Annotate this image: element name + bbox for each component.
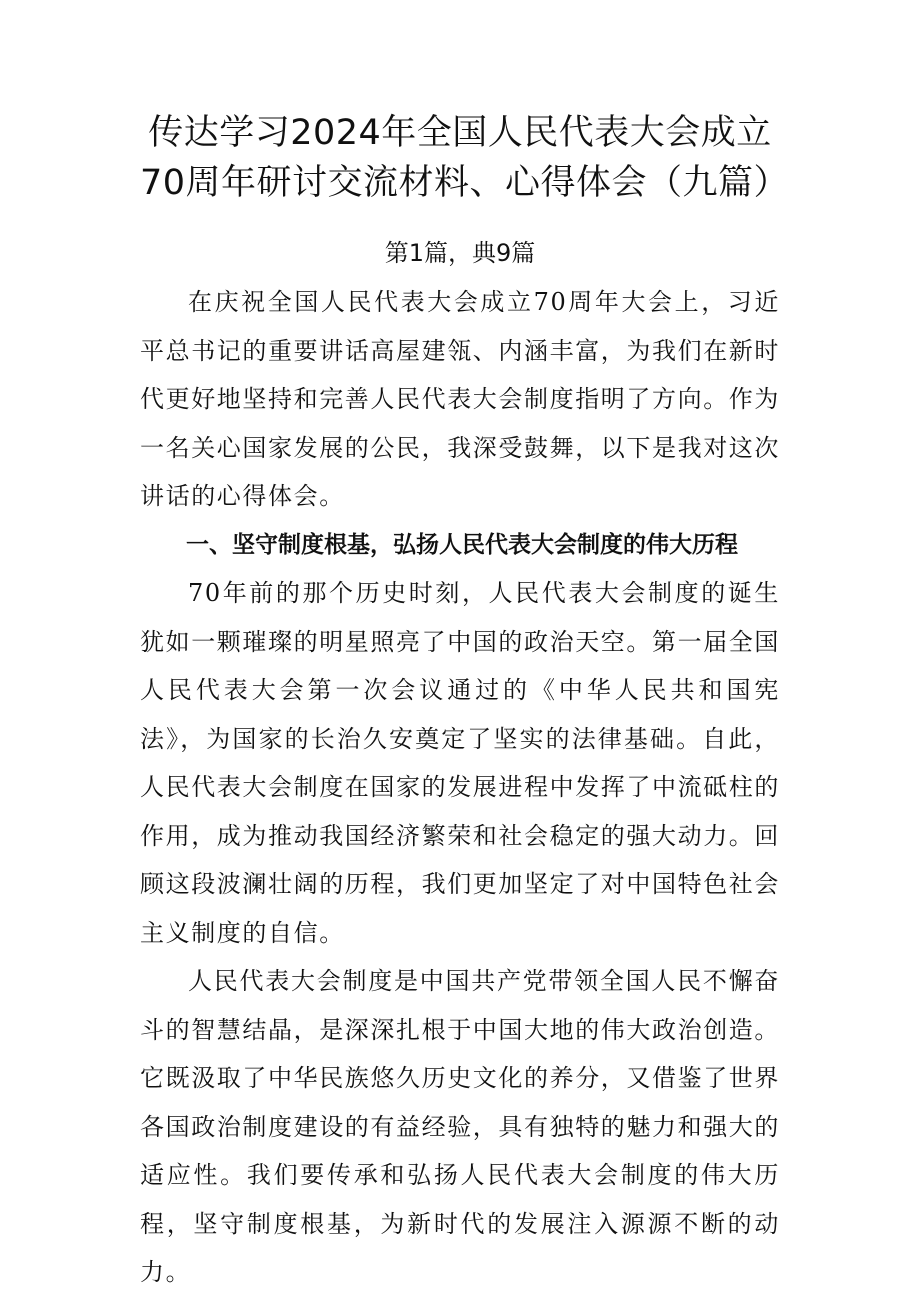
document-subtitle: 第1篇，典9篇 bbox=[384, 239, 536, 267]
paragraph-intro: 在庆祝全国人民代表大会成立70周年大会上，习近平总书记的重要讲话高屋建瓴、内涵丰富，为我们在新时代更好地坚持和完善人民代表大会制度指明了方向。作为一名关心国家发展的公民，我深受鼓舞，以下是我对这次讲话的心得体会。 bbox=[140, 288, 780, 510]
paragraph-history: 70年前的那个历史时刻，人民代表大会制度的诞生犹如一颗璀璨的明星照亮了中国的政治天空。第一届全国人民代表大会第一次会议通过的《中华人民共和国宪法》，为国家的长治久安奠定了坚实的法律基础。自此，人民代表大会制度在国家的发展进程中发挥了中流砥柱的作用，成为推动我国经济繁荣和社会稳定的强大动力。回顾这段波澜壮阔的历程，我们更加坚定了对中国特色社会主义制度的自信。 bbox=[140, 579, 780, 947]
document-title: 传达学习2024年全国人民代表大会成立70周年研讨交流材料、心得体会（九篇） bbox=[140, 113, 790, 203]
section-heading: 一、坚守制度根基，弘扬人民代表大会制度的伟大历程 bbox=[186, 531, 738, 558]
paragraph-system: 人民代表大会制度是中国共产党带领全国人民不懈奋斗的智慧结晶，是深深扎根于中国大地的伟大政治创造。它既汲取了中华民族悠久历史文化的养分，又借鉴了世界各国政治制度建设的有益经验，具有独特的魅力和强大的适应性。我们要传承和弘扬人民代表大会制度的伟大历程，坚守制度根基，为新时代的发展注入源源不断的动力。 bbox=[140, 967, 780, 1286]
